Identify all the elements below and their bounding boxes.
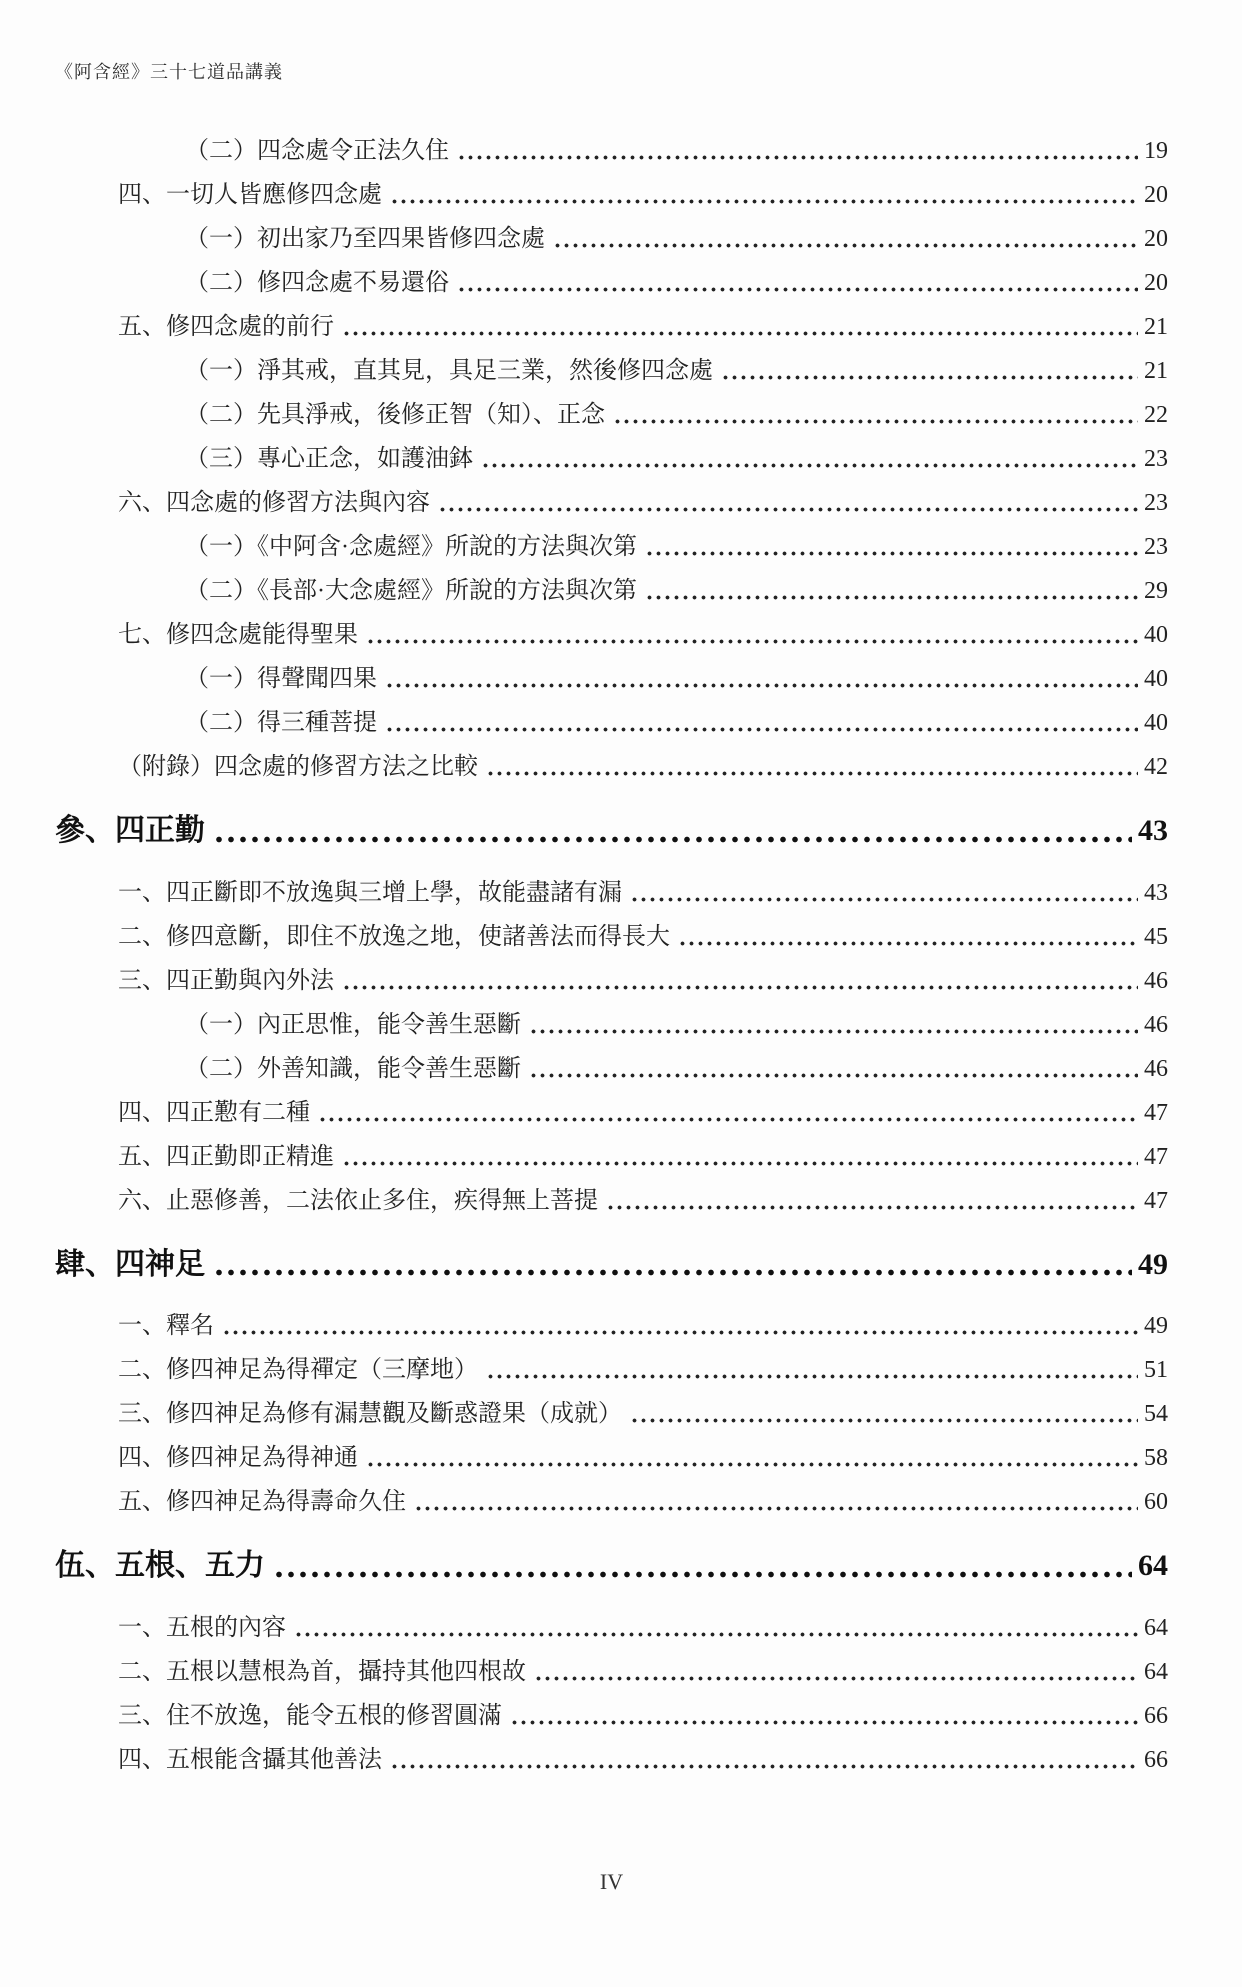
toc-entry-page: 22 (1144, 402, 1168, 428)
toc-entry (55, 224, 1168, 254)
toc-entry-label: 四、五根能含攝其他善法 (118, 1746, 382, 1773)
toc-entry (55, 400, 1168, 430)
toc-entry (55, 1054, 1168, 1084)
toc-entry (55, 620, 1168, 650)
toc-entry (55, 1186, 1168, 1216)
toc-entry-page: 66 (1144, 1702, 1168, 1729)
dot-leader (342, 985, 1138, 990)
toc-entry-page: 45 (1144, 923, 1168, 950)
toc-entry (55, 966, 1168, 996)
dot-leader (630, 897, 1138, 902)
toc-entry (55, 1657, 1168, 1687)
toc-list (55, 136, 1168, 1789)
toc-entry (55, 1355, 1168, 1385)
toc-entry (55, 664, 1168, 694)
toc-entry-page: 20 (1144, 226, 1168, 252)
toc-entry (55, 1487, 1168, 1517)
toc-entry-label: （一）淨其戒，直其見，具足三業，然後修四念處 (185, 358, 713, 384)
dot-leader (318, 1117, 1138, 1122)
dot-leader (645, 595, 1138, 600)
toc-entry-page: 54 (1144, 1401, 1168, 1427)
toc-entry-label: 六、四念處的修習方法與內容 (118, 490, 430, 516)
toc-entry (55, 1745, 1168, 1775)
page-number-footer: IV (599, 1869, 624, 1894)
toc-entry-page: 29 (1144, 578, 1168, 604)
dot-leader (213, 836, 1132, 843)
toc-entry-label: 二、修四意斷，即住不放逸之地，使諸善法而得長大 (118, 923, 670, 950)
toc-entry-label: （一）得聲聞四果 (185, 666, 377, 692)
toc-section-heading (55, 812, 1168, 850)
toc-section-heading (55, 1246, 1168, 1284)
toc-entry-label: 參、四正勤 (55, 814, 205, 847)
toc-entry-label: 五、修四神足為得壽命久住 (118, 1489, 406, 1515)
dot-leader (385, 683, 1138, 688)
toc-entry-label: 一、五根的內容 (118, 1614, 286, 1641)
toc-entry-page: 43 (1144, 879, 1168, 906)
toc-entry-page: 46 (1144, 1055, 1168, 1082)
toc-entry (55, 1399, 1168, 1429)
dot-leader (678, 941, 1138, 946)
dot-leader (457, 155, 1138, 160)
toc-entry-page: 43 (1138, 814, 1168, 847)
toc-entry-label: （一）初出家乃至四果皆修四念處 (185, 226, 545, 252)
toc-entry-label: 四、一切人皆應修四念處 (118, 182, 382, 208)
toc-entry (55, 922, 1168, 952)
dot-leader (390, 199, 1138, 204)
toc-entry-label: （一）內正思惟，能令善生惡斷 (185, 1011, 521, 1038)
dot-leader (385, 727, 1138, 732)
toc-entry (55, 488, 1168, 518)
dot-leader (342, 1161, 1138, 1166)
dot-leader (294, 1632, 1138, 1637)
dot-leader (510, 1720, 1138, 1725)
toc-entry-label: 二、修四神足為得禪定（三摩地） (118, 1357, 478, 1383)
toc-entry-page: 64 (1144, 1614, 1168, 1641)
toc-entry (55, 878, 1168, 908)
dot-leader (529, 1029, 1138, 1034)
toc-entry-page: 20 (1144, 270, 1168, 296)
toc-entry-label: （一）《中阿含·念處經》所說的方法與次第 (185, 534, 637, 560)
toc-entry-label: 四、修四神足為得神通 (118, 1445, 358, 1471)
dot-leader (273, 1571, 1132, 1578)
toc-entry-label: 二、五根以慧根為首，攝持其他四根故 (118, 1658, 526, 1685)
toc-entry-page: 64 (1144, 1658, 1168, 1685)
toc-entry-label: 五、修四念處的前行 (118, 314, 334, 340)
dot-leader (213, 1269, 1132, 1276)
toc-entry-label: （三）專心正念，如護油鉢 (185, 446, 473, 472)
toc-entry-label: （二）《長部·大念處經》所說的方法與次第 (185, 578, 637, 604)
toc-entry-page: 40 (1144, 710, 1168, 736)
toc-entry (55, 1443, 1168, 1473)
dot-leader (390, 1764, 1138, 1769)
dot-leader (606, 1205, 1138, 1210)
dot-leader (630, 1418, 1138, 1423)
toc-entry-page: 46 (1144, 1011, 1168, 1038)
toc-entry-page: 49 (1144, 1313, 1168, 1339)
toc-entry-label: 一、四正斷即不放逸與三增上學，故能盡諸有漏 (118, 879, 622, 906)
toc-entry-page: 23 (1144, 446, 1168, 472)
toc-entry-label: 四、四正懃有二種 (118, 1099, 310, 1126)
toc-entry-label: 五、四正勤即正精進 (118, 1143, 334, 1170)
toc-entry-label: 六、止惡修善，二法依止多住，疾得無上菩提 (118, 1187, 598, 1214)
toc-entry-label: （二）外善知識，能令善生惡斷 (185, 1055, 521, 1082)
toc-entry (55, 268, 1168, 298)
toc-entry (55, 312, 1168, 342)
dot-leader (366, 639, 1138, 644)
toc-entry-page: 46 (1144, 967, 1168, 994)
toc-entry (55, 1142, 1168, 1172)
toc-entry-label: 三、住不放逸，能令五根的修習圓滿 (118, 1702, 502, 1729)
toc-entry-page: 58 (1144, 1445, 1168, 1471)
dot-leader (438, 507, 1138, 512)
toc-entry-page: 49 (1138, 1247, 1168, 1281)
dot-leader (481, 463, 1138, 468)
toc-entry-page: 23 (1144, 490, 1168, 516)
dot-leader (342, 331, 1138, 336)
toc-entry (55, 136, 1168, 166)
toc-entry-page: 47 (1144, 1187, 1168, 1214)
toc-entry-page: 47 (1144, 1143, 1168, 1170)
toc-entry (55, 1701, 1168, 1731)
dot-leader (645, 551, 1138, 556)
toc-entry (55, 532, 1168, 562)
toc-entry (55, 576, 1168, 606)
dot-leader (529, 1073, 1138, 1078)
toc-entry (55, 1098, 1168, 1128)
toc-entry-page: 64 (1138, 1549, 1168, 1582)
toc-entry (55, 752, 1168, 782)
dot-leader (553, 243, 1138, 248)
dot-leader (486, 1374, 1138, 1379)
dot-leader (414, 1506, 1138, 1511)
toc-section-heading (55, 1547, 1168, 1585)
toc-entry-label: 三、修四神足為修有漏慧觀及斷惑證果（成就） (118, 1401, 622, 1427)
toc-entry-label: 七、修四念處能得聖果 (118, 622, 358, 648)
toc-entry-page: 19 (1144, 138, 1168, 164)
toc-entry-page: 66 (1144, 1746, 1168, 1773)
toc-entry-page: 23 (1144, 534, 1168, 560)
toc-entry-label: 一、釋名 (118, 1313, 214, 1339)
toc-entry (55, 708, 1168, 738)
toc-entry-label: （二）四念處令正法久住 (185, 138, 449, 164)
toc-entry-page: 21 (1144, 314, 1168, 340)
toc-entry-page: 21 (1144, 358, 1168, 384)
toc-entry-label: 三、四正勤與內外法 (118, 967, 334, 994)
toc-entry-page: 51 (1144, 1357, 1168, 1383)
toc-entry-label: （二）修四念處不易還俗 (185, 270, 449, 296)
toc-entry-label: （二）先具淨戒，後修正智（知）、正念 (185, 402, 605, 428)
toc-entry-page: 20 (1144, 182, 1168, 208)
toc-entry-page: 42 (1144, 754, 1168, 780)
toc-entry (55, 356, 1168, 386)
toc-entry-page: 40 (1144, 666, 1168, 692)
toc-entry-page: 60 (1144, 1489, 1168, 1515)
toc-entry (55, 180, 1168, 210)
dot-leader (222, 1330, 1138, 1335)
dot-leader (721, 375, 1138, 380)
dot-leader (366, 1462, 1138, 1467)
dot-leader (457, 287, 1138, 292)
toc-entry (55, 1613, 1168, 1643)
toc-entry-label: 伍、五根、五力 (55, 1549, 265, 1582)
toc-entry-label: 肆、四神足 (55, 1247, 205, 1281)
toc-entry-page: 40 (1144, 622, 1168, 648)
toc-entry (55, 1010, 1168, 1040)
dot-leader (613, 419, 1138, 424)
toc-entry-page: 47 (1144, 1099, 1168, 1126)
running-header-title: 《阿含經》三十七道品講義 (55, 62, 283, 82)
dot-leader (534, 1676, 1138, 1681)
toc-entry (55, 1311, 1168, 1341)
toc-entry-label: （附錄）四念處的修習方法之比較 (118, 754, 478, 780)
dot-leader (486, 771, 1138, 776)
toc-entry-label: （二）得三種菩提 (185, 710, 377, 736)
toc-entry (55, 444, 1168, 474)
